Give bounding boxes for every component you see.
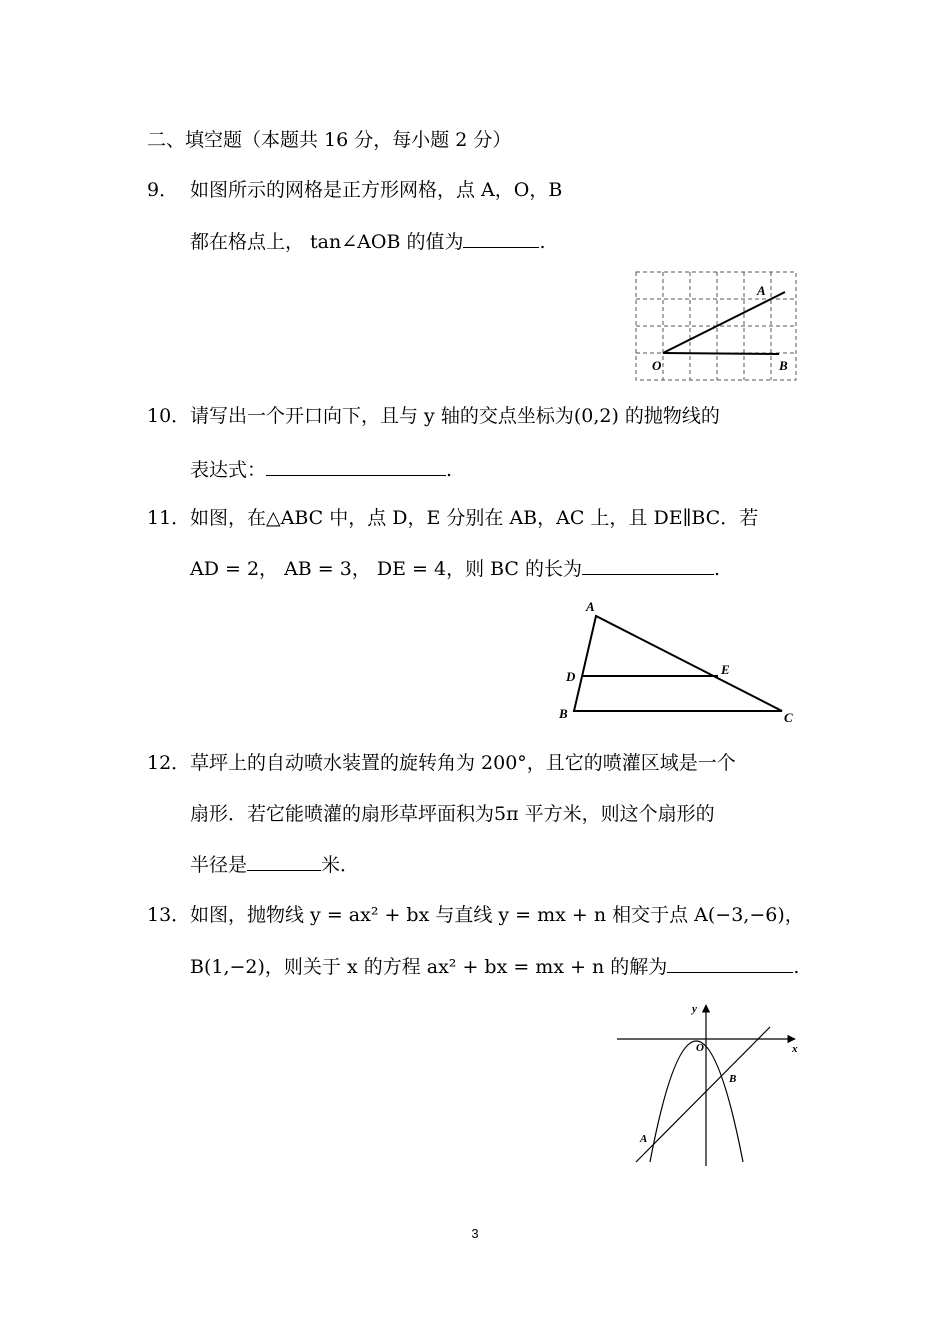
- q13-end: .: [793, 956, 800, 978]
- q11-answer-blank[interactable]: [582, 556, 714, 575]
- q12-text-line3-pre: 半径是: [190, 854, 248, 876]
- q13-label-O: O: [696, 1042, 704, 1054]
- q9-answer-blank[interactable]: [463, 229, 539, 248]
- q13-text-line2: [190, 954, 799, 979]
- q9-grid-figure: [636, 272, 798, 382]
- q9-label-A: A: [757, 283, 766, 298]
- q9-number: 9．: [147, 179, 179, 201]
- q9-segment-OB: [663, 353, 779, 354]
- q11-text-line1: 如图，在△ABC 中，点 D，E 分别在 AB，AC 上，且 DE∥BC．若: [190, 507, 759, 529]
- q13-text-line1: 如图，抛物线 y = ax² + bx 与直线 y = mx + n 相交于点 A(−3,−6)，: [190, 904, 804, 926]
- q11-triangle-figure: [556, 598, 796, 728]
- q12-text-line3: [190, 852, 359, 877]
- q9-label-B: B: [779, 358, 788, 373]
- q12-number: 12．: [147, 752, 191, 774]
- q11-label-D: D: [566, 669, 576, 684]
- q13-answer-blank[interactable]: [667, 954, 793, 973]
- q13-number: 13．: [147, 904, 191, 926]
- page-number: 3: [471, 1226, 479, 1241]
- q10-text-line1: 请写出一个开口向下，且与 y 轴的交点坐标为(0,2) 的抛物线的: [190, 405, 720, 427]
- q10-end: .: [446, 459, 453, 481]
- q11-label-E: E: [721, 662, 730, 677]
- q11-text-line2-content: AD = 2， AB = 3， DE = 4，则 BC 的长为: [190, 558, 583, 580]
- q9-text-line2-content: 都在格点上， tan∠AOB 的值为: [190, 231, 464, 253]
- q10-number: 10．: [147, 405, 191, 427]
- q13-graph-figure: [612, 1000, 808, 1170]
- q13-label-x: x: [792, 1043, 798, 1055]
- q9-text-line1: 如图所示的网格是正方形网格，点 A，O，B: [190, 179, 563, 201]
- q13-text-line2-content: B(1,−2)，则关于 x 的方程 ax² + bx = mx + n 的解为: [190, 956, 668, 978]
- q9-end: .: [539, 231, 546, 253]
- q9-text-line2: [190, 229, 546, 254]
- q9-label-O: O: [652, 358, 662, 373]
- q12-text-line1: 草坪上的自动喷水装置的旋转角为 200°，且它的喷灌区域是一个: [190, 752, 736, 774]
- q12-answer-blank[interactable]: [247, 852, 321, 871]
- q9-segment-OA: [663, 292, 785, 353]
- q11-label-C: C: [784, 710, 793, 725]
- q10-text-line2: [190, 457, 452, 482]
- q12-text-line2: 扇形．若它能喷灌的扇形草坪面积为5π 平方米，则这个扇形的: [190, 803, 715, 825]
- q13-label-B: B: [729, 1073, 737, 1085]
- q13-label-A: A: [640, 1133, 648, 1145]
- q11-triangle-ABC: [574, 616, 782, 711]
- q11-end: .: [714, 558, 721, 580]
- q11-label-B: B: [559, 706, 568, 721]
- q13-label-y: y: [692, 1003, 697, 1015]
- q12-text-line3-post: 米．: [321, 854, 360, 876]
- q11-label-A: A: [586, 599, 595, 614]
- q10-answer-blank[interactable]: [266, 457, 446, 476]
- q11-number: 11．: [147, 507, 191, 529]
- q11-text-line2: [190, 556, 720, 581]
- q10-text-line2-content: 表达式：: [190, 459, 267, 481]
- section-title: 二、填空题（本题共 16 分，每小题 2 分）: [147, 129, 512, 151]
